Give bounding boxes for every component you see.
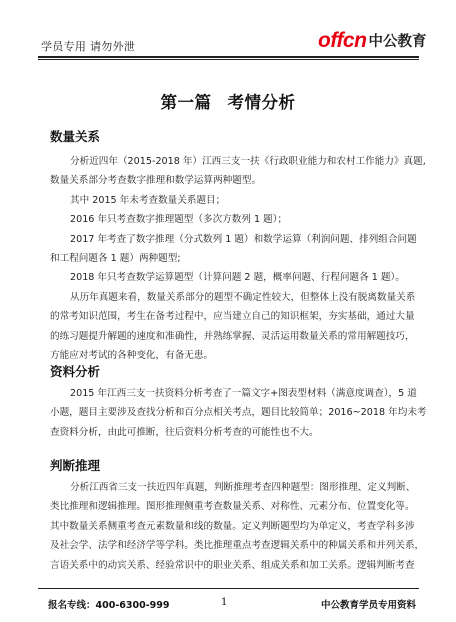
paragraph-line: 2018 年只考查数学运算题型（计算问题 2 题，概率问题、行程问题各 1 题）。 (70, 272, 405, 284)
paragraph-line: 和工程问题各 1 题）两种题型; (50, 253, 181, 265)
page-title-name: 考情分析 (227, 93, 296, 112)
paragraph-line: 小题，题目主要涉及查找分析和百分点相关考点，题目比较简单；2016~2018 年均未考 (50, 407, 427, 419)
page-number: 1 (221, 597, 228, 608)
paragraph-line: 数量关系部分考查数字推理和数学运算两种题型。 (50, 175, 262, 187)
section-heading-data-analysis: 资料分析 (50, 364, 101, 379)
section-body-reasoning (50, 478, 425, 575)
header-notice: 学员专用 请勿外泄 (41, 40, 136, 53)
paragraph-line: 类比推理和逻辑推理。图形推理侧重考查数量关系、对称性、元素分布、位置变化等。 (50, 501, 415, 513)
paragraph-line: 的练习题提升解题的速度和准确性，并熟练掌握、灵活运用数量关系的常用解题技巧， (50, 330, 415, 342)
section-heading-reasoning: 判断推理 (50, 458, 101, 473)
page-header (0, 0, 456, 62)
paragraph-line: 分析江西省三支一扶近四年真题，判断推理考查四种题型：图形推理、定义判断、 (70, 482, 416, 493)
footer-material-note: 中公教育学员专用资料 (320, 600, 416, 611)
header-divider (38, 56, 419, 58)
footer-divider (38, 588, 419, 589)
paragraph-line: 言语关系中的动宾关系、经验常识中的职业关系、组成关系和加工关系。逻辑判断考查 (50, 559, 415, 571)
section-heading-quantitative: 数量关系 (50, 129, 101, 144)
header-divider-thin (38, 59, 419, 60)
paragraph-line: 其中 2015 年未考查数量关系题目； (70, 194, 226, 206)
paragraph-line: 2015 年江西三支一扶资料分析考查了一篇文字+图表型材料（满意度调查），5 道 (70, 388, 417, 399)
paragraph-line: 方能应对考试的各种变化，有备无患。 (50, 350, 214, 362)
footer-hotline: 报名专线：400-6300-999 (48, 600, 170, 611)
paragraph-line: 从历年真题来看，数量关系部分的题型不确定性较大，但整体上没有脱离数量关系 (70, 291, 416, 303)
paragraph-line: 2016 年只考查数字推理题型（多次方数列 1 题）； (70, 214, 288, 226)
page-title-part: 第一篇 (160, 93, 212, 112)
paragraph-line: 其中数量关系侧重考查元素数量和线的数量。定义判断题型均为单定义，考查学科多涉 (50, 520, 415, 532)
paragraph-line: 的常考知识范围，考生在备考过程中，应当建立自己的知识框架，夯实基础，通过大量 (50, 311, 415, 323)
brand-logo-en: offcn (318, 29, 367, 52)
brand-logo (318, 30, 426, 52)
paragraph-line: 2017 年考查了数字推理（分式数列 1 题）和数学运算（利润问题、排列组合问题 (70, 233, 417, 245)
section-body-quantitative (50, 152, 426, 365)
page-title (0, 89, 456, 113)
paragraph-line: 及社会学、法学和经济学等学科。类比推理重点考查逻辑关系中的种属关系和并列关系， (50, 540, 425, 552)
paragraph-line: 分析近四年（2015-2018 年）江西三支一扶《行政职业能力和农村工作能力》真题, (70, 156, 426, 167)
paragraph-line: 查资料分析，由此可推断，往后资料分析考查的可能性也不大。 (50, 426, 319, 438)
section-body-data-analysis (50, 384, 427, 442)
brand-logo-cn: 中公教育 (368, 34, 427, 50)
